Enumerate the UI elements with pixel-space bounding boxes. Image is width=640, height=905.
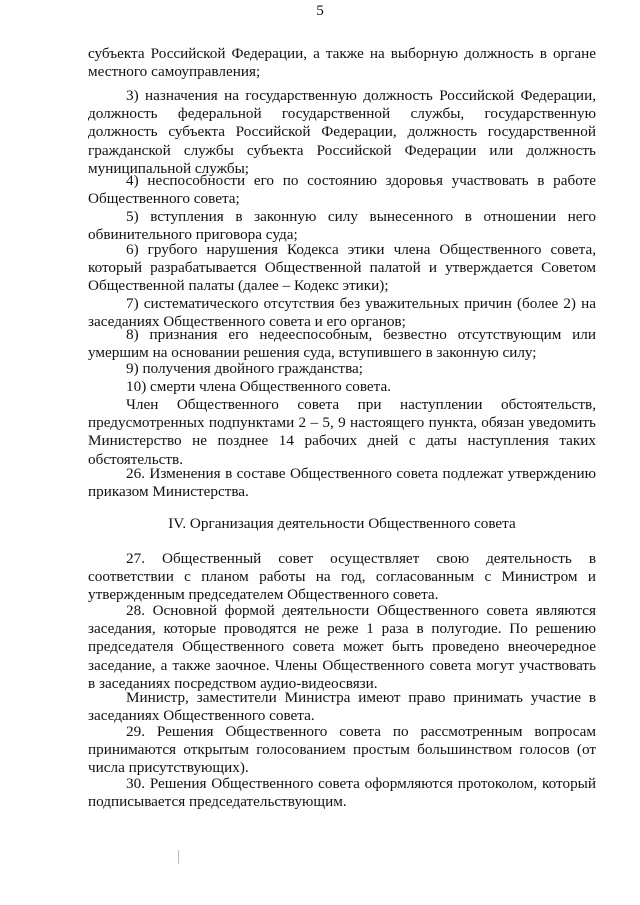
paragraph-30: 30. Решения Общественного совета оформляются протоколом, который подписывается председательствующим. [88,775,596,811]
list-item-9: 9) получения двойного гражданства; [126,360,363,377]
paragraph-27: 27. Общественный совет осуществляет свою деятельность в соответствии с планом работы на год, согласованным с Министром и утвержденным председателем Общественного совета. [88,550,596,604]
paragraph-26: 26. Изменения в составе Общественного совета подлежат утверждению приказом Министерства. [88,465,596,501]
scan-mark [178,850,179,864]
paragraph-continuation: субъекта Российской Федерации, а также на выборную должность в органе местного самоуправления; [88,45,596,81]
list-item-3: 3) назначения на государственную должность Российской Федерации, должность федеральной государственной службы, государственную должность субъекта Российской Федерации, должность государственной гражданской службы субъекта Российской Федерации или должность муниципальной службы; [88,87,596,177]
section-heading: IV. Организация деятельности Общественного совета [168,515,516,532]
paragraph-member-notice: Член Общественного совета при наступлении обстоятельств, предусмотренных подпунктами 2 – 5, 9 настоящего пункта, обязан уведомить Министерство не позднее 14 рабочих дней с даты наступления таких обстоятельств. [88,396,596,468]
paragraph-28: 28. Основной формой деятельности Общественного совета являются заседания, которые проводятся не реже 1 раза в полугодие. По решению председателя Общественного совета может быть проведено внеочередное заседание, а также заочное. Члены Общественного совета могут участвовать в заседаниях посредством аудио-видеосвязи. [88,602,596,692]
list-item-7: 7) систематического отсутствия без уважительных причин (более 2) на заседаниях Общественного совета и его органов; [88,295,596,331]
paragraph-minister: Министр, заместители Министра имеют право принимать участие в заседаниях Общественного совета. [88,689,596,725]
list-item-8: 8) признания его недееспособным, безвестно отсутствующим или умершим на основании решения суда, вступившего в законную силу; [88,326,596,362]
list-item-5: 5) вступления в законную силу вынесенного в отношении него обвинительного приговора суда; [88,208,596,244]
paragraph-29: 29. Решения Общественного совета по рассмотренным вопросам принимаются открытым голосованием простым большинством голосов (от числа присутствующих). [88,723,596,777]
list-item-6: 6) грубого нарушения Кодекса этики члена Общественного совета, который разрабатывается Общественной палатой и утверждается Советом Общественной палаты (далее – Кодекс этики); [88,241,596,295]
list-item-10: 10) смерти члена Общественного совета. [126,378,392,395]
list-item-4: 4) неспособности его по состоянию здоровья участвовать в работе Общественного совета; [88,172,596,208]
page-number: 5 [316,2,324,19]
